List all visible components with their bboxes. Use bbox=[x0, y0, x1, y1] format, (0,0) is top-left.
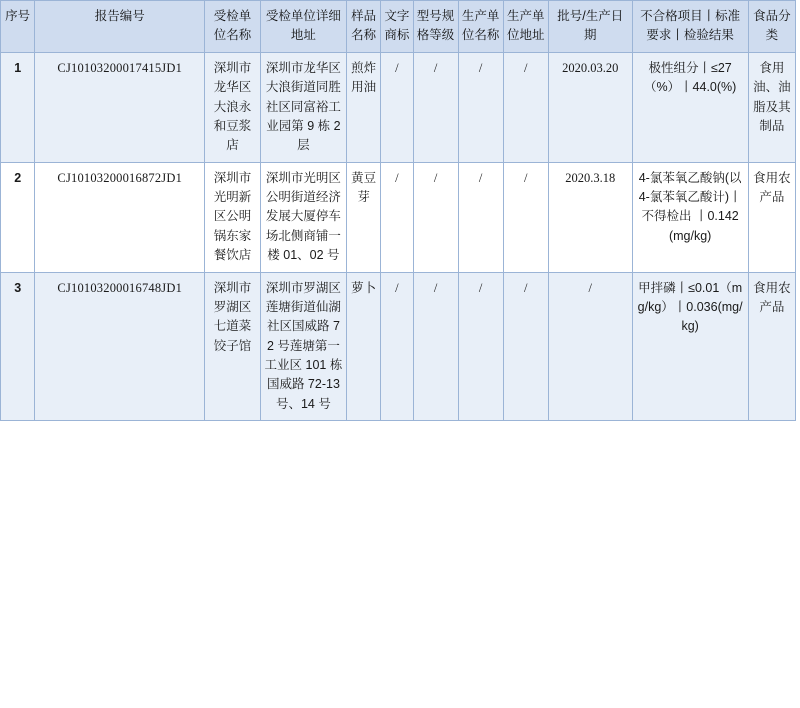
cell-producer-name: / bbox=[458, 52, 503, 162]
column-header-report-no: 报告编号 bbox=[35, 1, 205, 53]
cell-result: 甲拌磷丨≤0.01（mg/kg）丨0.036(mg/kg) bbox=[632, 272, 748, 421]
column-header-model: 型号规格等级 bbox=[413, 1, 458, 53]
cell-unit-address: 深圳市龙华区大浪街道同胜社区同富裕工业园第 9 栋 2 层 bbox=[260, 52, 346, 162]
cell-brand: / bbox=[381, 272, 413, 421]
cell-producer-address: / bbox=[503, 162, 548, 272]
cell-brand: / bbox=[381, 162, 413, 272]
cell-sample-name: 煎炸用油 bbox=[346, 52, 380, 162]
cell-producer-name: / bbox=[458, 162, 503, 272]
cell-unit-address: 深圳市罗湖区莲塘街道仙湖社区国威路 72 号莲塘第一工业区 101 栋国威路 72-13 号、14 号 bbox=[260, 272, 346, 421]
cell-batch-date: 2020.3.18 bbox=[548, 162, 632, 272]
cell-result: 4-氯苯氧乙酸钠(以 4-氯苯氧乙酸计)丨不得检出 丨0.142(mg/kg) bbox=[632, 162, 748, 272]
cell-category: 食用农产品 bbox=[748, 162, 795, 272]
cell-producer-address: / bbox=[503, 52, 548, 162]
cell-category: 食用农产品 bbox=[748, 272, 795, 421]
table-header-row bbox=[1, 1, 796, 53]
column-header-producer-address: 生产单位地址 bbox=[503, 1, 548, 53]
cell-sample-name: 萝卜 bbox=[346, 272, 380, 421]
column-header-sample-name: 样品名称 bbox=[346, 1, 380, 53]
cell-index: 2 bbox=[1, 162, 35, 272]
cell-unit-name: 深圳市龙华区大浪永和豆浆店 bbox=[205, 52, 261, 162]
cell-batch-date: 2020.03.20 bbox=[548, 52, 632, 162]
cell-category: 食用油、油脂及其制品 bbox=[748, 52, 795, 162]
cell-sample-name: 黄豆芽 bbox=[346, 162, 380, 272]
column-header-result: 不合格项目丨标准要求丨检验结果 bbox=[632, 1, 748, 53]
cell-result: 极性组分丨≤27（%）丨44.0(%) bbox=[632, 52, 748, 162]
table-row bbox=[1, 162, 796, 272]
cell-unit-address: 深圳市光明区公明街道经济发展大厦停车场北侧商铺一楼 01、02 号 bbox=[260, 162, 346, 272]
column-header-brand: 文字商标 bbox=[381, 1, 413, 53]
cell-model: / bbox=[413, 162, 458, 272]
cell-report-no: CJ10103200016872JD1 bbox=[35, 162, 205, 272]
column-header-batch-date: 批号/生产日期 bbox=[548, 1, 632, 53]
cell-index: 1 bbox=[1, 52, 35, 162]
cell-producer-name: / bbox=[458, 272, 503, 421]
cell-unit-name: 深圳市罗湖区七道菜饺子馆 bbox=[205, 272, 261, 421]
table-row bbox=[1, 52, 796, 162]
column-header-category: 食品分类 bbox=[748, 1, 795, 53]
cell-unit-name: 深圳市光明新区公明锅东家餐饮店 bbox=[205, 162, 261, 272]
cell-index: 3 bbox=[1, 272, 35, 421]
column-header-unit-name: 受检单位名称 bbox=[205, 1, 261, 53]
column-header-unit-address: 受检单位详细地址 bbox=[260, 1, 346, 53]
cell-model: / bbox=[413, 272, 458, 421]
cell-batch-date: / bbox=[548, 272, 632, 421]
cell-brand: / bbox=[381, 52, 413, 162]
table-row bbox=[1, 272, 796, 421]
column-header-index: 序号 bbox=[1, 1, 35, 53]
cell-report-no: CJ10103200017415JD1 bbox=[35, 52, 205, 162]
cell-report-no: CJ10103200016748JD1 bbox=[35, 272, 205, 421]
cell-producer-address: / bbox=[503, 272, 548, 421]
column-header-producer-name: 生产单位名称 bbox=[458, 1, 503, 53]
cell-model: / bbox=[413, 52, 458, 162]
